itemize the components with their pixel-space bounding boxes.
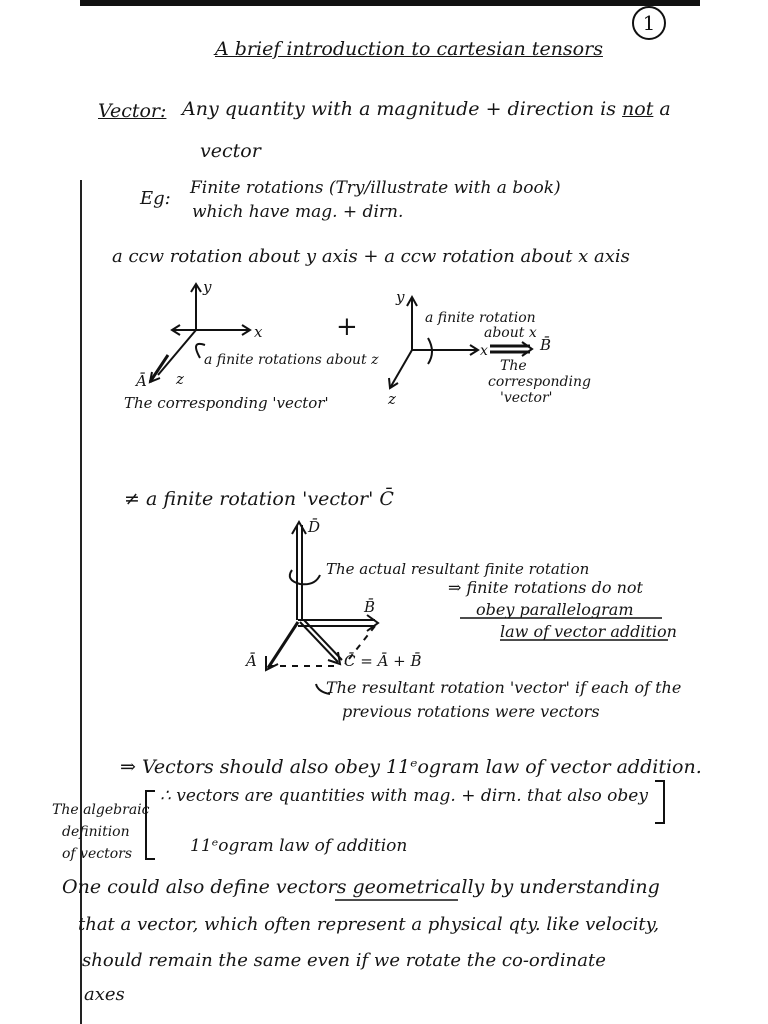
d3-B-label: B̄ [364,598,376,616]
d2-caption1: The [500,358,527,374]
page-title: A brief introduction to cartesian tensors [215,38,603,60]
definition-label-line1: The algebraic [52,802,150,818]
plus-sign: + [336,312,358,342]
vector-definition-line1: Any quantity with a magnitude + direction is not a [182,98,671,120]
vector-heading: Vector: [98,100,167,122]
d3-resultant-note1: The resultant rotation 'vector' if each of the [326,678,682,697]
d3-C-vector [300,622,338,662]
d2-caption2: corresponding [488,374,591,390]
d3-D-arrowhead [292,522,306,534]
d1-caption: The corresponding 'vector' [124,394,329,412]
d3-actual-resultant: The actual resultant finite rotation [326,560,590,578]
geometric-line3: should remain the same even if we rotate the co-ordinate [82,950,606,971]
rotation-sentence: a ccw rotation about y axis + a ccw rotation about x axis [112,246,630,267]
geometric-line4: axes [84,984,125,1005]
d3-conclusion1: ⇒ finite rotations do not [448,578,643,597]
d3-D-label: D̄ [308,518,321,536]
d1-A-label: Ā [136,372,147,390]
vector-definition-line2: vector [200,140,261,162]
d3-C-label: C̄ = Ā + B̄ [344,652,422,670]
d3-D-rotation-arc [290,570,320,584]
d1-annotation: a finite rotations about z [204,352,379,368]
geometric-line2: that a vector, which often represent a physical qty. like velocity, [78,914,660,935]
d2-B-label: B̄ [540,336,552,354]
d2-B-arrowhead [522,342,532,356]
d2-z-axis [390,350,412,388]
d2-x-label: x [480,343,488,359]
d3-conclusion3: law of vector addition [500,622,677,641]
definition-bracket-right [655,780,665,824]
d2-z-label: z [388,390,396,408]
not-equal-statement: ≠ a finite rotation 'vector' C̄ [124,488,394,510]
geometric-line1: One could also define vectors geometrically by understanding [62,876,660,898]
example-line1: Finite rotations (Try/illustrate with a book) [190,178,561,198]
parallelogram-statement: ⇒ Vectors should also obey 11ᵉogram law of vector addition. [120,756,702,778]
d2-y-label: y [396,288,405,306]
page-number: 1 [632,6,666,40]
d1-x-label: x [254,323,263,341]
example-label: Eg: [140,188,171,209]
d2-annotation1: a finite rotation [425,310,536,326]
definition-bracket-left [145,790,155,860]
d3-A-vector [268,622,298,668]
d2-caption3: 'vector' [500,390,553,406]
definition-line2: 11ᵉogram law of addition [190,836,408,856]
d3-A-label: Ā [246,652,257,670]
d1-y-label: y [203,278,212,296]
definition-line1: ∴ vectors are quantities with mag. + dirn. that also obey [160,786,648,806]
d1-z-axis [158,330,196,375]
d3-conclusion2: obey parallelogram [476,600,634,619]
d2-annotation2: about x [484,325,537,341]
example-line2: which have mag. + dirn. [192,202,404,222]
d3-resultant-note2: previous rotations were vectors [342,702,600,721]
definition-label-line3: of vectors [62,846,133,862]
definition-label-line2: definition [62,824,130,840]
d1-z-label: z [176,370,184,388]
